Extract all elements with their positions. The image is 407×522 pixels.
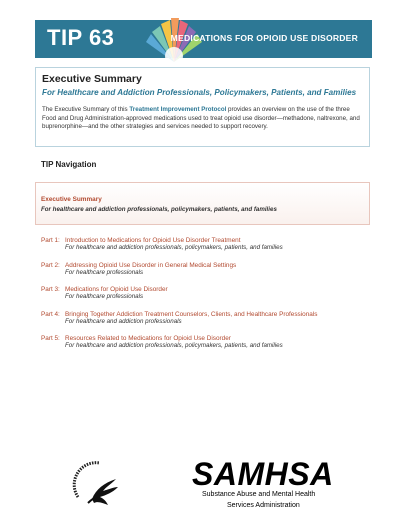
part-audience: For healthcare and addiction professionals, policymakers, patients, and families	[65, 342, 283, 349]
executive-summary-box	[35, 67, 370, 147]
part-audience: For healthcare and addiction professionals	[65, 318, 182, 325]
part-3-link[interactable]	[41, 286, 371, 293]
samhsa-org-line-2: Services Administration	[227, 502, 300, 509]
tip-highlight-link[interactable]: Treatment Improvement Protocol	[129, 106, 227, 113]
banner-title: MEDICATIONS FOR OPIOID USE DISORDER	[170, 33, 358, 43]
part-audience: For healthcare professionals	[65, 269, 144, 276]
part-label: Part 5:	[41, 335, 60, 342]
part-title: Introduction to Medications for Opioid Use Disorder Treatment	[65, 237, 241, 244]
tip-navigation-heading: TIP Navigation	[41, 160, 97, 169]
part-1-item	[41, 237, 371, 251]
part-5-link[interactable]	[41, 335, 371, 342]
body-text: provides an overview on the use of the three Food and Drug Administration-approved medications used to treat opioid use disorder—methadone, naltrexone, and buprenorphine—and the other strategies and services needed to support recovery.	[42, 106, 360, 131]
part-label: Part 3:	[41, 286, 60, 293]
executive-summary-title: Executive Summary	[42, 73, 142, 85]
part-5-item	[41, 335, 371, 349]
part-4-item	[41, 311, 371, 325]
part-title: Medications for Opioid Use Disorder	[65, 286, 168, 293]
executive-summary-link[interactable]: Executive Summary	[41, 196, 102, 203]
samhsa-org-line-1: Substance Abuse and Mental Health	[202, 491, 316, 498]
executive-summary-body	[42, 106, 365, 132]
tip-number: TIP 63	[47, 25, 115, 50]
hhs-eagle-seal-icon	[70, 457, 125, 512]
navigation-current-box	[35, 182, 370, 225]
part-label: Part 1:	[41, 237, 60, 244]
samhsa-logo: SAMHSA	[192, 456, 334, 492]
part-title: Addressing Opioid Use Disorder in General Medical Settings	[65, 262, 237, 269]
part-2-link[interactable]	[41, 262, 371, 269]
part-1-link[interactable]	[41, 237, 371, 244]
part-4-link[interactable]	[41, 311, 371, 318]
part-audience: For healthcare and addiction professionals, policymakers, patients, and families	[65, 244, 283, 251]
part-label: Part 4:	[41, 311, 60, 318]
body-text: The Executive Summary of this	[42, 106, 130, 113]
tip-banner	[35, 20, 372, 58]
part-title: Resources Related to Medications for Opioid Use Disorder	[65, 335, 231, 342]
part-label: Part 2:	[41, 262, 60, 269]
part-audience: For healthcare professionals	[65, 293, 144, 300]
part-2-item	[41, 262, 371, 276]
part-3-item	[41, 286, 371, 300]
executive-summary-subtitle: For Healthcare and Addiction Professionals, Policymakers, Patients, and Families	[42, 88, 357, 97]
executive-summary-audience: For healthcare and addiction professionals, policymakers, patients, and families	[41, 206, 277, 213]
part-title: Bringing Together Addiction Treatment Counselors, Clients, and Healthcare Professionals	[65, 311, 318, 318]
